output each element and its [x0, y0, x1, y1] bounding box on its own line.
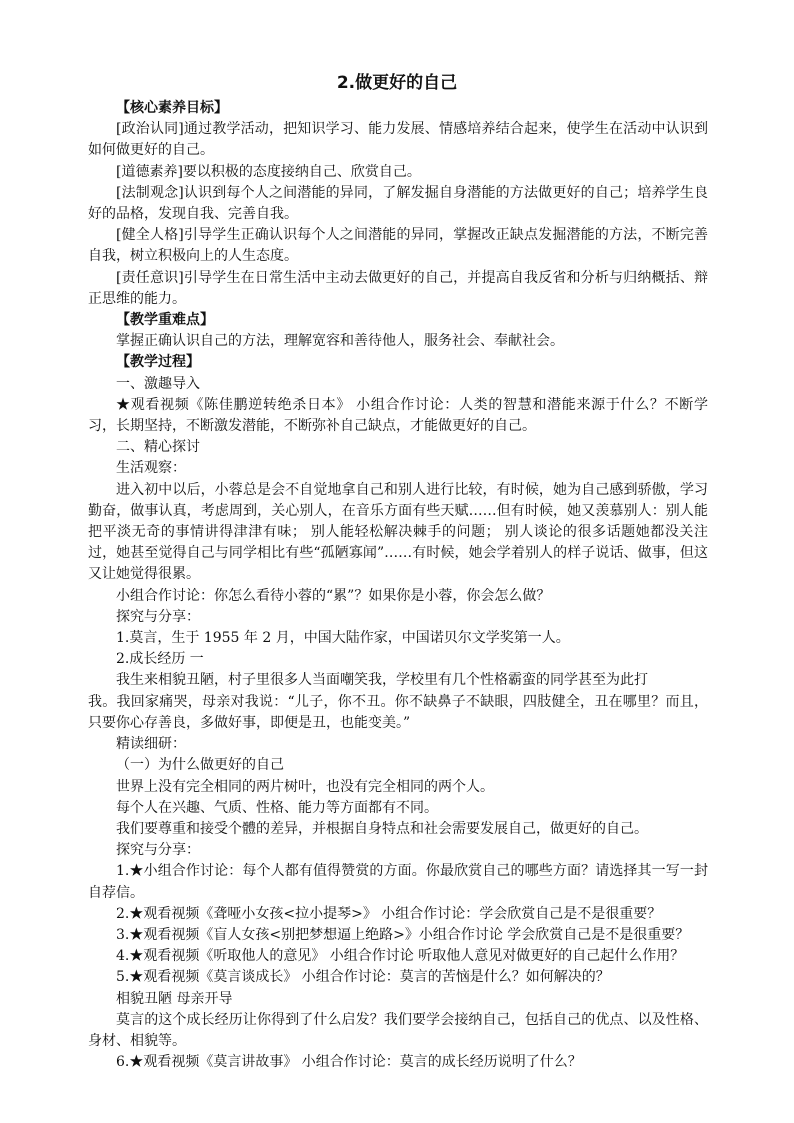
document-body	[88, 98, 708, 1073]
paragraph: 精读细研：	[116, 736, 186, 753]
paragraph: [责任意识]引导学生在日常生活中主动去做更好的自己，并提高自我反省和分析与归纳概括、辩正思维的能力。	[88, 269, 708, 307]
paragraph: 1.莫言，生于 1955 年 2 月，中国大陆作家，中国诺贝尔文学奖第一人。	[116, 630, 570, 647]
paragraph: 2.成长经历 一	[116, 651, 204, 668]
paragraph: 6.★观看视频《莫言讲故事》 小组合作讨论：莫言的成长经历说明了什么？	[116, 1054, 582, 1071]
paragraph: 莫言的这个成长经历让你得到了什么启发？我们要学会接纳自己，包括自己的优点、以及性格、身材、相貌等。	[88, 1011, 708, 1049]
paragraph: 探究与分享：	[116, 608, 200, 625]
paragraph: 进入初中以后，小蓉总是会不自觉地拿自己和别人进行比较，有时候，她为自己感到骄傲，学习勤奋，做事认真，考虑周到，关心别人，在音乐方面有些天赋……但有时候，她又羡慕别人：别人能把平淡无奇的事情讲得津津有味； 别人能轻松解决棘手的问题； 别人谈论的很多话题她都没关注过，她甚至觉得自己与同学相比有些“孤陋寡闻”……有时候，她会学着别人的样子说话、做事，但这又让她觉得很累。	[88, 481, 708, 583]
page-title: 2.做更好的自己	[336, 73, 458, 93]
paragraph: 5.★观看视频《莫言谈成长》 小组合作讨论：莫言的苦恼是什么？如何解决的？	[116, 969, 610, 986]
paragraph: [健全人格]引导学生正确认识每个人之间潜能的异同，掌握改正缺点发掘潜能的方法，不断完善自我，树立积极向上的人生态度。	[88, 227, 708, 265]
heading-teaching-process: 【教学过程】	[116, 354, 200, 371]
paragraph: [法制观念]认识到每个人之间潜能的异同，了解发掘自身潜能的方法做更好的自己；培养学生良好的品格，发现自我、完善自我。	[88, 184, 708, 223]
paragraph: 我。我回家痛哭，母亲对我说：“儿子，你不丑。你不缺鼻子不缺眼，四肢健全，丑在哪里？而且，只要你心存善良，多做好事，即便是丑，也能变美。”	[88, 693, 708, 731]
paragraph: 2.★观看视频《聋哑小女孩<拉小提琴>》 小组合作讨论：学会欣赏自己是不是很重要？	[116, 905, 662, 922]
paragraph: 一、激趣导入	[116, 375, 200, 392]
paragraph: 我们要尊重和接受个體的差异，并根据自身特点和社会需要发展自己，做更好的自己。	[116, 820, 648, 837]
paragraph: 每个人在兴趣、气质、性格、能力等方面都有不同。	[116, 799, 438, 816]
paragraph: 世界上没有完全相同的两片树叶，也没有完全相同的两个人。	[116, 778, 494, 795]
paragraph: 探究与分享：	[116, 842, 200, 859]
heading-key-points: 【教学重难点】	[116, 312, 214, 329]
paragraph: [道德素养]要以积极的态度接纳自己、欣赏自己。	[116, 163, 421, 180]
paragraph: 我生来相貌丑陋，村子里很多人当面嘲笑我，学校里有几个性格霸蛮的同学甚至为此打	[116, 672, 648, 689]
paragraph: 二、精心探讨	[116, 439, 200, 456]
paragraph: 掌握正确认识自己的方法，理解宽容和善待他人，服务社会、奉献社会。	[116, 333, 564, 350]
paragraph: [政治认同]通过教学活动，把知识学习、能力发展、情感培养结合起来，使学生在活动中认识到如何做更好的自己。	[88, 121, 708, 159]
paragraph: 4.★观看视频《听取他人的意见》 小组合作讨论 听取他人意见对做更好的自己起什么作用？	[116, 948, 685, 965]
paragraph: 小组合作讨论：你怎么看待小蓉的“累”？如果你是小蓉，你会怎么做？	[116, 587, 551, 604]
paragraph: ★观看视频《陈佳鹏逆转绝杀日本》 小组合作讨论：人类的智慧和潜能来源于什么？不断学习，长期坚持，不断激发潜能，不断弥补自己缺点，才能做更好的自己。	[88, 396, 708, 435]
paragraph: 生活观察：	[116, 460, 186, 477]
paragraph: 1.★小组合作讨论：每个人都有值得赞赏的方面。你最欣赏自己的哪些方面？请选择其一写一封自荐信。	[88, 863, 708, 901]
paragraph: 3.★观看视频《盲人女孩<别把梦想逼上绝路>》小组合作讨论 学会欣赏自己是不是很重要？	[116, 926, 690, 943]
paragraph: （一）为什么做更好的自己	[116, 757, 284, 774]
heading-core-goals: 【核心素养目标】	[116, 100, 228, 116]
paragraph: 相貌丑陋 母亲开导	[116, 990, 233, 1007]
